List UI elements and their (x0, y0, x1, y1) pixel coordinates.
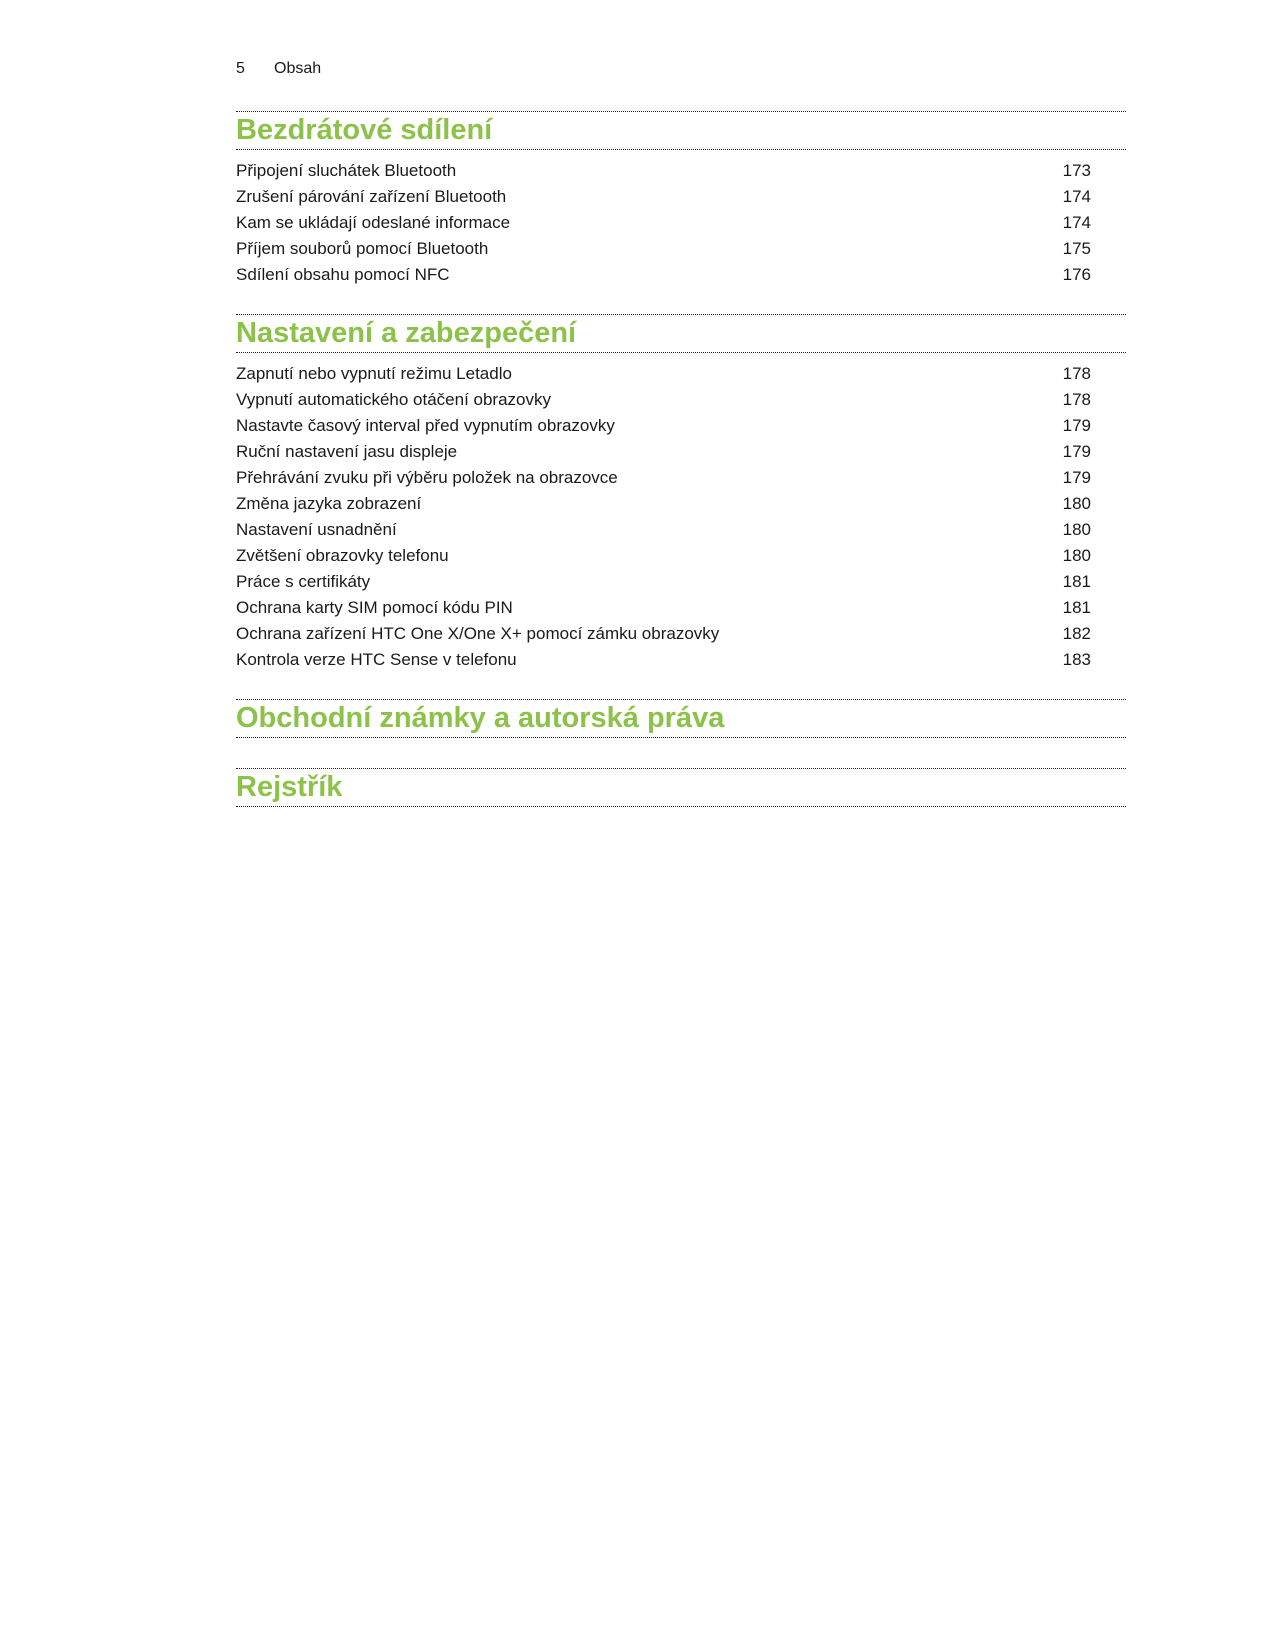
toc-entry-page: 181 (1062, 572, 1091, 591)
toc-entry-page: 176 (1062, 265, 1091, 284)
toc-entry-page: 183 (1062, 650, 1091, 669)
toc-entry-page: 179 (1062, 416, 1091, 435)
toc-entry[interactable] (236, 184, 1091, 210)
header-title: Obsah (274, 60, 322, 77)
toc-entry-page: 174 (1062, 187, 1091, 206)
toc-entry-page: 178 (1062, 390, 1091, 409)
toc-entry-page: 180 (1062, 520, 1091, 539)
toc-entry-page: 180 (1062, 546, 1091, 565)
toc-entry[interactable] (236, 621, 1091, 647)
toc-entry[interactable] (236, 413, 1091, 439)
toc-section-settings-security (236, 314, 1126, 673)
toc-entry-label: Zrušení párování zařízení Bluetooth (236, 187, 507, 206)
toc-entry-page: 180 (1062, 494, 1091, 513)
toc-entry-list (236, 158, 1091, 288)
toc-entry-label: Ruční nastavení jasu displeje (236, 442, 458, 461)
toc-entry-label: Ochrana karty SIM pomocí kódu PIN (236, 598, 513, 617)
toc-entry-page: 179 (1062, 468, 1091, 487)
section-heading[interactable]: Obchodní známky a autorská práva (236, 699, 1126, 738)
toc-entry[interactable] (236, 595, 1091, 621)
toc-entry-label: Připojení sluchátek Bluetooth (236, 161, 457, 180)
toc-entry-page: 174 (1062, 213, 1091, 232)
toc-entry-page: 175 (1062, 239, 1091, 258)
toc-entry[interactable] (236, 236, 1091, 262)
toc-entry[interactable] (236, 491, 1091, 517)
toc-entry[interactable] (236, 387, 1091, 413)
toc-entry-page: 179 (1062, 442, 1091, 461)
toc-entry[interactable] (236, 647, 1091, 673)
toc-entry[interactable] (236, 465, 1091, 491)
toc-entry-list (236, 361, 1091, 673)
toc-entry[interactable] (236, 517, 1091, 543)
toc-entry[interactable] (236, 439, 1091, 465)
running-header (236, 60, 321, 78)
section-heading[interactable]: Nastavení a zabezpečení (236, 314, 1126, 353)
toc-entry[interactable] (236, 210, 1091, 236)
toc-entry-label: Příjem souborů pomocí Bluetooth (236, 239, 489, 258)
toc-entry-page: 181 (1062, 598, 1091, 617)
toc-entry-page: 182 (1062, 624, 1091, 643)
toc-entry[interactable] (236, 361, 1091, 387)
toc-entry-page: 173 (1062, 161, 1091, 180)
toc-entry-label: Přehrávání zvuku při výběru položek na obrazovce (236, 468, 618, 487)
toc-entry-label: Práce s certifikáty (236, 572, 371, 591)
section-heading[interactable]: Bezdrátové sdílení (236, 111, 1126, 150)
toc-entry-label: Vypnutí automatického otáčení obrazovky (236, 390, 551, 409)
toc-entry-label: Zvětšení obrazovky telefonu (236, 546, 449, 565)
toc-section-wireless-sharing (236, 111, 1126, 288)
section-heading[interactable]: Rejstřík (236, 768, 1126, 807)
toc-section-trademarks (236, 699, 1126, 738)
toc-entry-label: Kontrola verze HTC Sense v telefonu (236, 650, 517, 669)
toc-entry-label: Sdílení obsahu pomocí NFC (236, 265, 450, 284)
toc-entry-label: Ochrana zařízení HTC One X/One X+ pomocí zámku obrazovky (236, 624, 720, 643)
toc-entry-label: Nastavte časový interval před vypnutím obrazovky (236, 416, 615, 435)
toc-entry-label: Změna jazyka zobrazení (236, 494, 422, 513)
toc-entry[interactable] (236, 543, 1091, 569)
toc-entry-page: 178 (1062, 364, 1091, 383)
table-of-contents (236, 111, 1126, 837)
toc-entry[interactable] (236, 158, 1091, 184)
toc-section-index (236, 768, 1126, 807)
toc-entry-label: Nastavení usnadnění (236, 520, 397, 539)
toc-entry[interactable] (236, 569, 1091, 595)
toc-entry-label: Kam se ukládají odeslané informace (236, 213, 511, 232)
page-number: 5 (236, 60, 245, 77)
toc-entry-label: Zapnutí nebo vypnutí režimu Letadlo (236, 364, 512, 383)
toc-entry[interactable] (236, 262, 1091, 288)
